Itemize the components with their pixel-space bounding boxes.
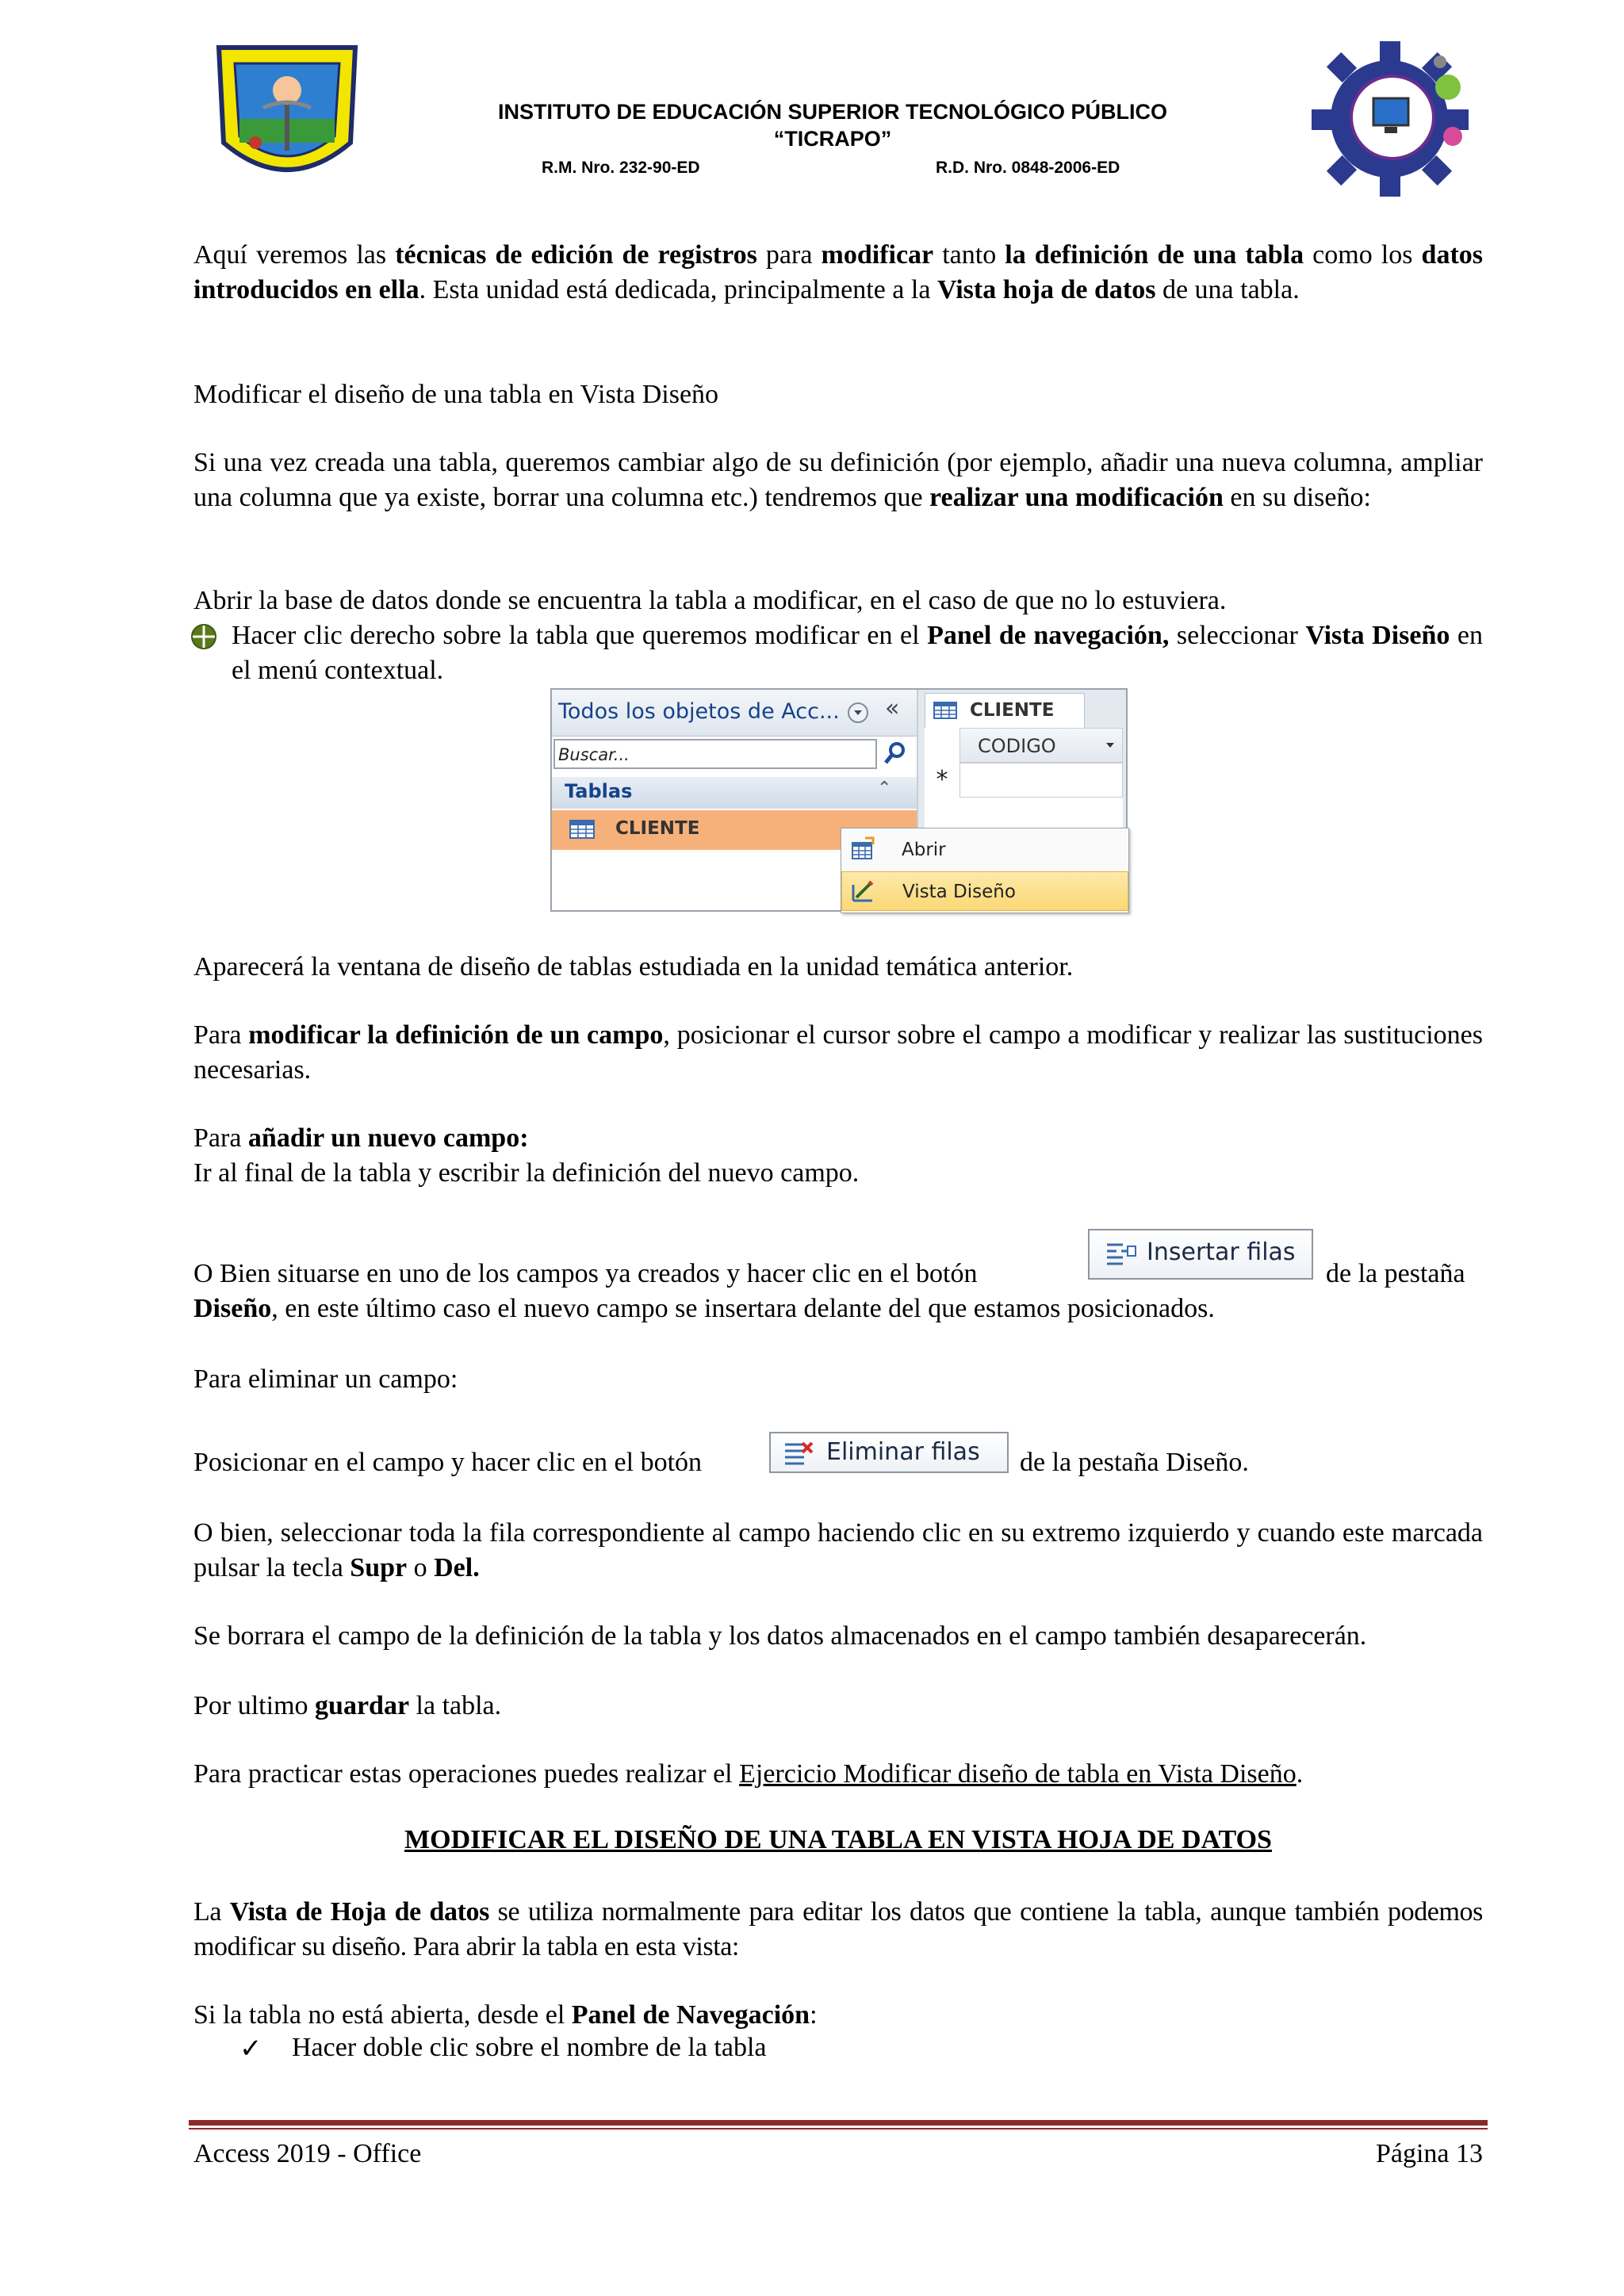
footer-page-number: Página 13	[1375, 2139, 1483, 2168]
paragraph-save: Por ultimo guardar la tabla.	[193, 1691, 502, 1720]
search-input[interactable]	[553, 739, 877, 769]
insertar-filas-button-image	[1088, 1229, 1313, 1280]
insertar-filas-label: Insertar filas	[1147, 1238, 1296, 1266]
footer-rule-thin	[189, 2128, 1488, 2130]
menu-item-abrir[interactable]	[841, 830, 1128, 870]
eliminar-filas-label: Eliminar filas	[826, 1438, 980, 1466]
paragraph-delete-field: Para eliminar un campo:	[193, 1364, 458, 1394]
tab-cliente[interactable]	[925, 693, 1085, 729]
eliminar-filas-button-image	[769, 1432, 1009, 1473]
column-header-label: CODIGO	[978, 735, 1056, 757]
paragraph-design-title: Modificar el diseño de una tabla en Vista Diseño	[193, 380, 719, 409]
column-header-codigo[interactable]	[959, 728, 1123, 763]
search-icon[interactable]	[883, 740, 907, 767]
paragraph-modify-field: Para modificar la definición de un campo, posicionar el cursor sobre el campo a modificar y realizar las sustituciones necesarias.	[193, 1020, 1484, 1085]
chevron-up-icon[interactable]: ⌃	[877, 779, 892, 798]
globe-bullet-icon	[190, 623, 217, 650]
tables-group-header[interactable]	[552, 777, 917, 809]
paragraph-design-window: Aparecerá la ventana de diseño de tablas estudiada en la unidad temática anterior.	[193, 952, 1074, 982]
context-menu	[841, 828, 1129, 913]
tables-group-label: Tablas	[565, 780, 633, 802]
footer-course: Access 2019 - Office	[193, 2139, 422, 2168]
paragraph-datasheet-view: La Vista de Hoja de datos se utiliza normalmente para editar los datos que contiene la tabla, aunque también podemos modificar su diseño. Para abrir la tabla en esta vista:	[193, 1897, 1483, 1961]
checkmark-icon: ✓	[239, 2034, 262, 2064]
paragraph-delete-rows-b: de la pestaña Diseño.	[1020, 1448, 1249, 1477]
dropdown-icon[interactable]	[848, 702, 868, 723]
menu-item-vista-diseno[interactable]	[841, 871, 1128, 911]
footer-rule	[189, 2120, 1488, 2126]
design-view-icon	[850, 878, 875, 904]
resolution-rd: R.D. Nro. 0848-2006-ED	[936, 159, 1120, 177]
open-table-icon	[849, 836, 875, 862]
nav-item-label: CLIENTE	[615, 818, 700, 839]
chevron-down-icon[interactable]	[1106, 743, 1114, 748]
tab-label: CLIENTE	[970, 700, 1055, 721]
resolution-rm: R.M. Nro. 232-90-ED	[542, 159, 700, 177]
institute-short-name: “TICRAPO”	[773, 127, 892, 151]
navigation-pane-title: Todos los objetos de Acc...	[558, 699, 840, 724]
exercise-link[interactable]: Ejercicio Modificar diseño de tabla en Vista Diseño	[739, 1759, 1297, 1789]
check-item-double-click: Hacer doble clic sobre el nombre de la tabla	[292, 2033, 767, 2062]
paragraph-insert-rows-a: O Bien situarse en uno de los campos ya creados y hacer clic en el botón	[193, 1259, 978, 1288]
new-record-cell[interactable]	[959, 763, 1123, 798]
search-placeholder: Buscar...	[558, 745, 630, 764]
paragraph-exercise: Para practicar estas operaciones puedes realizar el Ejercicio Modificar diseño de tabla en Vista Diseño.	[193, 1759, 1304, 1789]
navigation-pane-header[interactable]	[552, 690, 917, 737]
new-record-marker: *	[936, 766, 948, 794]
paragraph-delete-rows-a: Posicionar en el campo y hacer clic en el botón	[193, 1448, 703, 1477]
paragraph-end-of-table: Ir al final de la tabla y escribir la definición del nuevo campo.	[193, 1158, 860, 1188]
menu-item-label: Abrir	[902, 840, 946, 860]
bullet-right-click: Hacer clic derecho sobre la tabla que queremos modificar en el Panel de navegación, seleccionar Vista Diseño en el menú contextual.	[232, 621, 1484, 685]
insert-rows-icon	[1105, 1242, 1137, 1270]
collapse-pane-icon[interactable]: «	[885, 695, 900, 722]
menu-item-label: Vista Diseño	[902, 882, 1016, 902]
paragraph-nav-pane: Si la tabla no está abierta, desde el Panel de Navegación:	[193, 2000, 818, 2030]
paragraph-insert-rows-c: Diseño, en este último caso el nuevo campo se insertara delante del que estamos posicionados.	[193, 1294, 1215, 1323]
delete-rows-icon	[783, 1440, 815, 1468]
table-icon	[569, 820, 595, 839]
section-heading: MODIFICAR EL DISEÑO DE UNA TABLA EN VISTA HOJA DE DATOS	[404, 1825, 1272, 1854]
paragraph-select-row: O bien, seleccionar toda la fila correspondiente al campo haciendo clic en su extremo izquierdo y cuando este marcada pulsar la tecla Supr o Del.	[193, 1518, 1483, 1582]
institute-name: INSTITUTO DE EDUCACIÓN SUPERIOR TECNOLÓGICO PÚBLICO	[497, 100, 1168, 124]
table-icon	[933, 702, 957, 719]
paragraph-modify-design: Si una vez creada una tabla, queremos cambiar algo de su definición (por ejemplo, añadir una nueva columna, ampliar una columna que ya existe, borrar una columna etc.) tendremos que realizar una modificación en su diseño:	[193, 448, 1483, 512]
paragraph-add-field: Para añadir un nuevo campo:	[193, 1123, 529, 1153]
paragraph-insert-rows-b: de la pestaña	[1326, 1259, 1465, 1288]
paragraph-open-db: Abrir la base de datos donde se encuentra la tabla a modificar, en el caso de que no lo estuviera.	[193, 586, 1227, 615]
paragraph-intro: Aquí veremos las técnicas de edición de registros para modificar tanto la definición de una tabla como los datos introducidos en ella. Esta unidad está dedicada, principalmente a la Vista hoja de datos de una tabla.	[193, 240, 1484, 304]
paragraph-field-deleted: Se borrara el campo de la definición de la tabla y los datos almacenados en el campo también desaparecerán.	[193, 1621, 1367, 1651]
navigation-pane-screenshot	[550, 688, 1128, 912]
